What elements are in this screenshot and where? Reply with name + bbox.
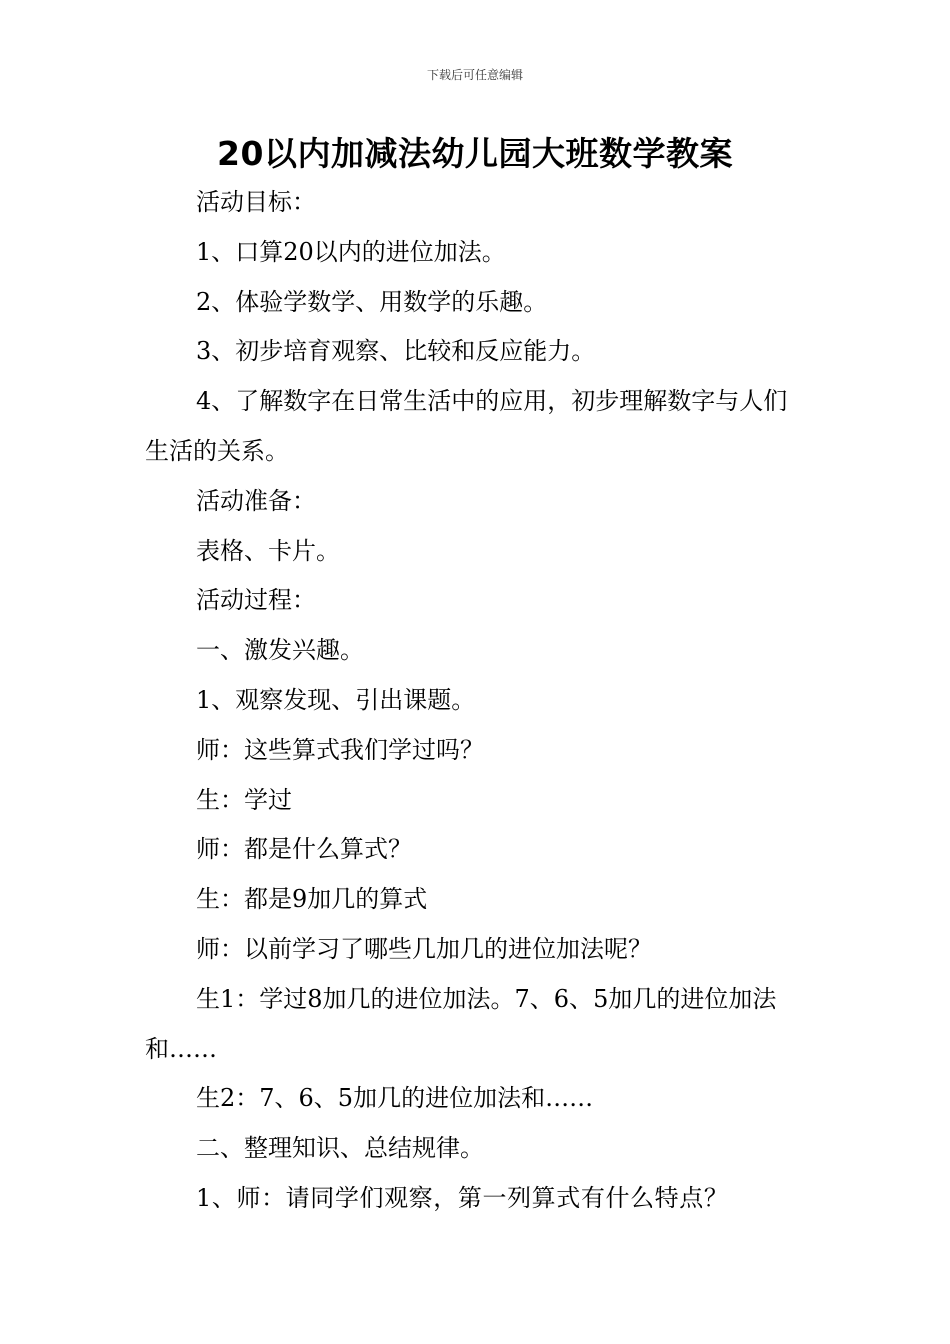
dialogue-line: 生2：7、6、5加几的进位加法和…… (196, 1084, 594, 1113)
header-note: 下载后可任意编辑 (426, 68, 523, 82)
section-heading-goals: 活动目标： (196, 188, 316, 216)
dialogue-line: 生：学过 (196, 785, 292, 814)
goal-item: 4、了解数字在日常生活中的应用，初步理解数字与人们生活的关系。 (145, 387, 788, 465)
preparation-text: 表格、卡片。 (196, 536, 340, 565)
dialogue-line: 师：这些算式我们学过吗？ (196, 735, 484, 764)
process-step-heading: 一、激发兴趣。 (196, 636, 364, 665)
process-substep: 1、观察发现、引出课题。 (196, 685, 476, 714)
goal-item: 3、初步培育观察、比较和反应能力。 (196, 337, 596, 366)
goal-item: 1、口算20以内的进位加法。 (196, 237, 506, 266)
process-substep: 1、师：请同学们观察，第一列算式有什么特点？ (196, 1183, 729, 1212)
dialogue-line: 师：以前学习了哪些几加几的进位加法呢？ (196, 934, 652, 963)
section-heading-preparation: 活动准备： (196, 486, 316, 515)
goal-item: 2、体验学数学、用数学的乐趣。 (196, 287, 548, 316)
dialogue-line: 生：都是9加几的算式 (196, 885, 428, 914)
document-body (145, 178, 810, 1224)
process-step-heading: 二、整理知识、总结规律。 (196, 1134, 484, 1163)
document-title: 20以内加减法幼儿园大班数学教案 (217, 134, 733, 173)
section-heading-process: 活动过程： (196, 586, 316, 615)
dialogue-line: 生1：学过8加几的进位加法。7、6、5加几的进位加法和…… (145, 984, 777, 1063)
dialogue-line: 师：都是什么算式？ (196, 835, 412, 864)
